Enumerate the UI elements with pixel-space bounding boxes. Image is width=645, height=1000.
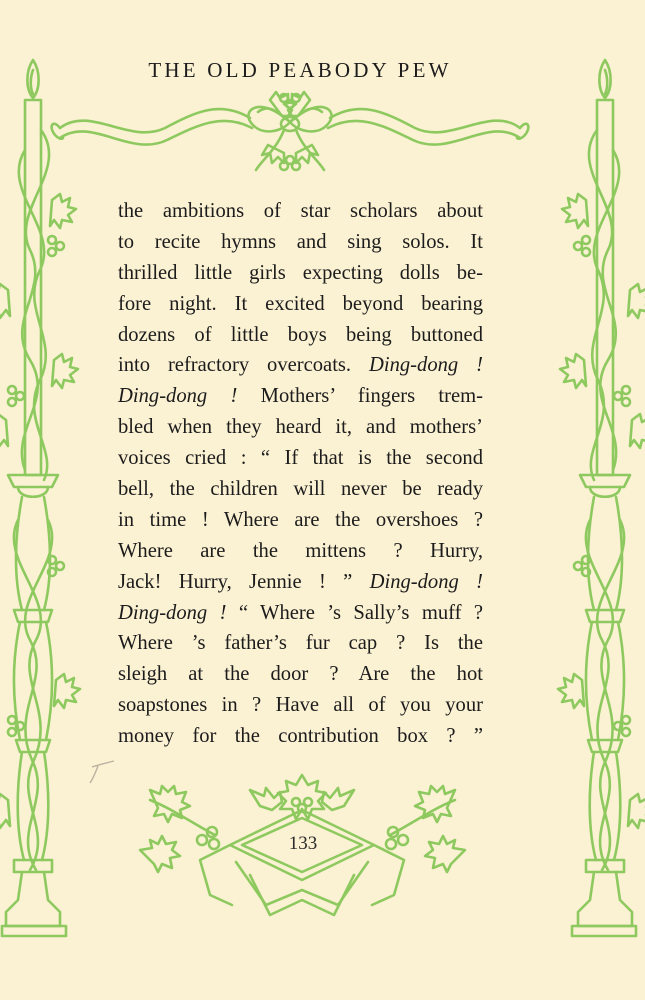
text-line <box>118 536 483 567</box>
text-segment: bled when they heard it, and mothers’ <box>118 416 483 439</box>
italic-segment: Ding-dong ! <box>369 570 483 593</box>
text-segment: soapstones in ? Have all of you your <box>118 694 483 717</box>
pencil-mark-icon <box>86 757 116 785</box>
body-text <box>118 196 483 752</box>
text-line <box>118 443 483 474</box>
text-segment: bell, the children will never be ready <box>118 478 483 501</box>
text-line <box>118 350 483 381</box>
right-candle-border <box>558 60 645 936</box>
text-segment: voices cried : “ If that is the second <box>118 447 483 470</box>
italic-segment: Ding-dong ! <box>368 354 483 377</box>
text-segment: Where are the mittens ? Hurry, <box>118 539 483 562</box>
text-segment: sleigh at the door ? Are the hot <box>118 663 483 686</box>
text-line <box>118 721 483 752</box>
text-segment: “ Where ’s Sally’s muff ? <box>226 601 484 624</box>
text-segment: in time ! Where are the overshoes ? <box>118 508 483 531</box>
text-segment: the ambitions of star scholars about <box>118 200 483 222</box>
text-segment: thrilled little girls expecting dolls be- <box>118 261 483 284</box>
text-segment: dozens of little boys being buttoned <box>118 323 483 346</box>
italic-segment: Ding-dong ! <box>118 385 238 408</box>
text-segment: Mothers’ fingers trem- <box>237 385 483 408</box>
text-line <box>118 628 483 659</box>
text-segment: to recite hymns and sing solos. It <box>118 230 483 253</box>
text-line <box>118 258 483 289</box>
text-line <box>118 289 483 320</box>
text-line <box>118 567 483 598</box>
text-line <box>118 690 483 721</box>
italic-segment: Ding-dong ! <box>118 601 227 624</box>
text-line <box>118 474 483 505</box>
text-line <box>118 412 483 443</box>
top-ribbon-ornament <box>52 92 529 170</box>
text-segment: money for the contribution box ? ” <box>118 725 483 748</box>
text-segment: Where ’s father’s fur cap ? Is the <box>118 632 483 655</box>
text-line <box>118 505 483 536</box>
text-line <box>118 381 483 412</box>
text-segment: Jack! Hurry, Jennie ! ” <box>118 570 370 593</box>
running-head: THE OLD PEABODY PEW <box>148 58 452 82</box>
left-candle-border <box>0 60 80 936</box>
text-line <box>118 227 483 258</box>
text-segment: into refractory overcoats. <box>118 354 369 377</box>
text-segment: fore night. It excited beyond bearing <box>118 292 483 315</box>
page-number: 133 <box>288 833 318 854</box>
text-line <box>118 320 483 351</box>
text-line <box>118 598 483 629</box>
text-line <box>118 659 483 690</box>
text-line <box>118 196 483 227</box>
